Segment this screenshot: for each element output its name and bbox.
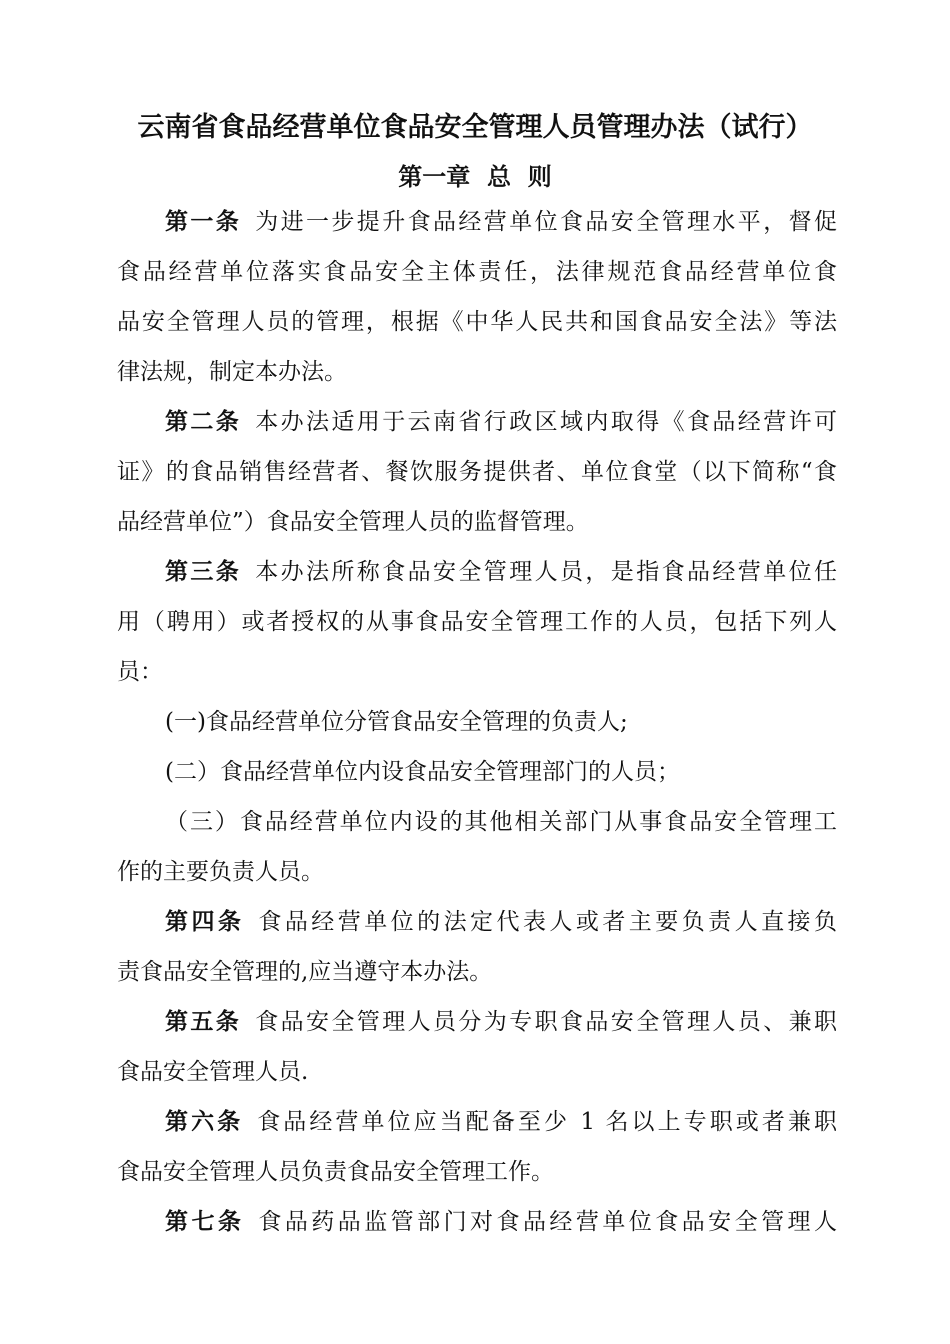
article-1-line-3: 品安全管理人员的管理，根据《中华人民共和国食品安全法》等法	[117, 309, 837, 335]
list-item-3-line-1: （三）食品经营单位内设的其他相关部门从事食品安全管理工	[165, 809, 837, 835]
article-1-line-1: 第一条 为进一步提升食品经营单位食品安全管理水平，督促	[165, 209, 838, 235]
article-4-line-1: 第四条 食品经营单位的法定代表人或者主要负责人直接负	[165, 909, 837, 935]
article-2-line-2: 证》的食品销售经营者、餐饮服务提供者、单位食堂（以下简称“食	[117, 459, 837, 485]
article-label: 第五条	[165, 1009, 242, 1035]
list-item-2: (二）食品经营单位内设食品安全管理部门的人员；	[165, 759, 680, 785]
article-label: 第二条	[165, 409, 242, 435]
article-6-line-1: 第六条 食品经营单位应当配备至少 1 名以上专职或者兼职	[165, 1109, 838, 1135]
article-2-line-1: 第二条 本办法适用于云南省行政区域内取得《食品经营许可	[165, 409, 838, 435]
document-title: 云南省食品经营单位食品安全管理人员管理办法（试行）	[137, 112, 813, 143]
article-label: 第六条	[165, 1109, 244, 1135]
article-1-line-2: 食品经营单位落实食品安全主体责任，法律规范食品经营单位食	[117, 259, 837, 285]
article-6-line-2: 食品安全管理人员负责食品安全管理工作。	[117, 1159, 554, 1185]
article-label: 第四条	[165, 909, 245, 935]
list-item-3-line-2: 作的主要负责人员。	[117, 859, 324, 885]
article-3-line-2: 用（聘用）或者授权的从事食品安全管理工作的人员，包括下列人	[117, 609, 837, 635]
chapter-heading: 第一章 总 则	[398, 163, 552, 191]
article-label: 第一条	[165, 209, 242, 235]
article-label: 第七条	[165, 1209, 245, 1235]
article-3-line-1: 第三条 本办法所称食品安全管理人员，是指食品经营单位任	[165, 559, 838, 585]
article-4-line-2: 责食品安全管理的,应当遵守本办法。	[117, 959, 493, 985]
article-label: 第三条	[165, 559, 242, 585]
article-2-line-3: 品经营单位”）食品安全管理人员的监督管理。	[117, 509, 589, 535]
article-3-line-3: 员：	[117, 659, 163, 685]
article-1-line-4: 律法规，制定本办法。	[117, 359, 347, 385]
article-7-line-1: 第七条 食品药品监管部门对食品经营单位食品安全管理人	[165, 1209, 837, 1235]
article-5-line-2: 食品安全管理人员.	[117, 1059, 309, 1085]
article-5-line-1: 第五条 食品安全管理人员分为专职食品安全管理人员、兼职	[165, 1009, 838, 1035]
list-item-1: (一)食品经营单位分管食品安全管理的负责人;	[165, 709, 628, 735]
